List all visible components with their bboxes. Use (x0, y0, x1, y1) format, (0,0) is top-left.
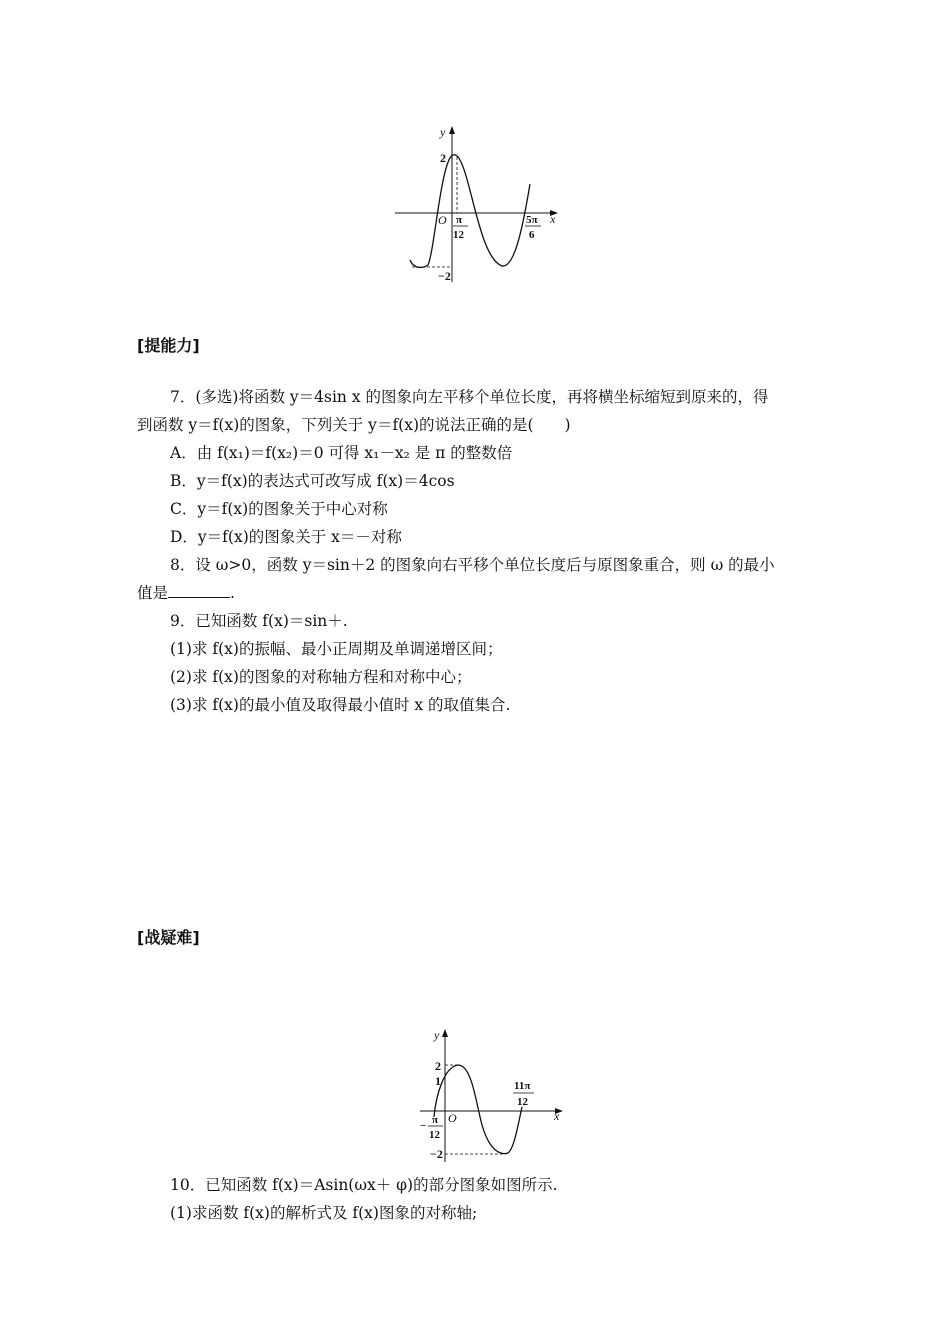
tick-5pi-6-den: 6 (529, 229, 535, 241)
section-title-challenge: [战疑难] (137, 928, 200, 947)
y-axis-label: y (440, 125, 446, 139)
tick-neg-pi-12-num: π (432, 1114, 439, 1126)
q7-line2: 到函数 y＝f(x)的图象，下列关于 y＝f(x)的说法正确的是( ) (137, 416, 571, 434)
y-min-label: −2 (430, 1147, 443, 1161)
q8-line2 (137, 583, 235, 603)
q7-option-d: D．y＝f(x)的图象关于 x＝－对称 (170, 528, 402, 546)
y-min-label: −2 (438, 269, 451, 283)
tick-pi-12-num: π (456, 214, 463, 226)
q7-line1: 7．(多选)将函数 y＝4sin x 的图象向左平移个单位长度，再将横坐标缩短到原来的，得 (170, 388, 769, 406)
q9-part3: (3)求 f(x)的最小值及取得最小值时 x 的取值集合. (170, 696, 511, 714)
y-axis-arrow (442, 1029, 448, 1037)
q8-answer-blank (168, 583, 230, 598)
x-axis-label: x (550, 212, 556, 226)
y-axis-label: y (434, 1028, 440, 1042)
sine-curve (410, 155, 530, 268)
sine-curve (434, 1065, 522, 1154)
q8-line1: 8．设 ω>0，函数 y＝sin＋2 的图象向右平移个单位长度后与原图象重合，则 ω 的最小 (170, 556, 775, 574)
tick-11pi-12-den: 12 (517, 1096, 528, 1108)
sine-graph-2 (418, 1025, 578, 1165)
q7-option-a: A．由 f(x₁)＝f(x₂)＝0 可得 x₁－x₂ 是 π 的整数倍 (170, 444, 513, 462)
tick-neg-pi-12-den: 12 (429, 1129, 440, 1141)
q9-part2: (2)求 f(x)的图象的对称轴方程和对称中心； (170, 668, 472, 686)
tick-11pi-12-num: 11π (514, 1080, 531, 1092)
q7-option-c: C．y＝f(x)的图象关于中心对称 (170, 500, 388, 518)
y-one-label: 1 (435, 1074, 441, 1088)
tick-pi-12-den: 12 (453, 229, 464, 241)
origin-label: O (438, 213, 447, 227)
q10-line1: 10．已知函数 f(x)＝Asin(ωx＋ φ)的部分图象如图所示. (170, 1176, 558, 1194)
origin-label: O (448, 1111, 457, 1125)
y-max-label: 2 (440, 151, 446, 165)
q9-part1: (1)求 f(x)的振幅、最小正周期及单调递增区间； (170, 640, 503, 658)
q7-option-b: B．y＝f(x)的表达式可改写成 f(x)＝4cos (170, 472, 455, 490)
sine-graph-1 (390, 120, 570, 290)
q8-prefix: 值是 (137, 584, 169, 602)
q8-suffix: . (230, 584, 235, 602)
q9-line1: 9．已知函数 f(x)＝sin＋. (170, 612, 348, 630)
tick-neg-pi-12-sign: − (420, 1120, 427, 1132)
y-max-label: 2 (435, 1059, 441, 1073)
tick-5pi-6-num: 5π (526, 214, 538, 226)
q10-part1: (1)求函数 f(x)的解析式及 f(x)图象的对称轴; (170, 1204, 478, 1222)
y-axis-arrow (449, 126, 455, 134)
x-axis-label: x (554, 1109, 560, 1123)
section-title-ability: [提能力] (137, 336, 200, 355)
